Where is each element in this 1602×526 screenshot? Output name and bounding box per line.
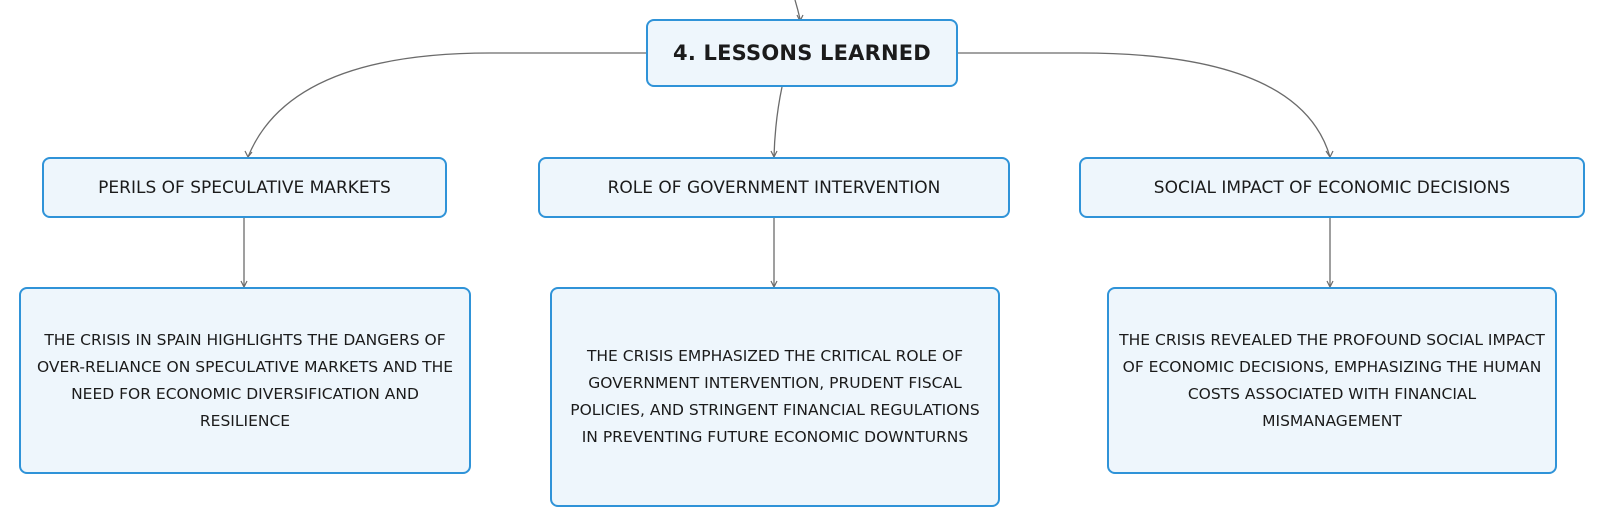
connector-root-to-topic-3 <box>958 53 1330 157</box>
topic-node-label: ROLE OF GOVERNMENT INTERVENTION <box>607 177 941 198</box>
detail-node-text: THE CRISIS REVEALED THE PROFOUND SOCIAL IMPACT OF ECONOMIC DECISIONS, EMPHASIZING THE HUMAN COSTS ASSOCIATED WITH FINANCIAL MISMANAGEMENT <box>1119 330 1545 430</box>
topic-node-label: PERILS OF SPECULATIVE MARKETS <box>98 177 391 198</box>
topic-node-perils-of-speculative-markets[interactable] <box>42 157 447 218</box>
detail-node-government-intervention[interactable] <box>550 287 1000 507</box>
detail-node-text: THE CRISIS IN SPAIN HIGHLIGHTS THE DANGERS OF OVER-RELIANCE ON SPECULATIVE MARKETS AND THE NEED FOR ECONOMIC DIVERSIFICATION AND RESILIENCE <box>36 330 454 430</box>
connector-root-to-topic-1 <box>248 53 646 157</box>
connector-parent-to-root <box>795 0 800 19</box>
topic-node-social-impact-of-economic-decisions[interactable] <box>1079 157 1585 218</box>
root-node-label: 4. LESSONS LEARNED <box>673 41 931 65</box>
topic-node-role-of-government-intervention[interactable] <box>538 157 1010 218</box>
detail-node-text: THE CRISIS EMPHASIZED THE CRITICAL ROLE OF GOVERNMENT INTERVENTION, PRUDENT FISCAL POLICIES, AND STRINGENT FINANCIAL REGULATIONS IN PREVENTING FUTURE ECONOMIC DOWNTURNS <box>570 347 980 446</box>
connector-root-to-topic-2 <box>774 87 782 157</box>
root-node[interactable] <box>646 19 958 87</box>
detail-node-social-impact[interactable] <box>1107 287 1557 474</box>
detail-node-speculative-markets[interactable] <box>19 287 471 474</box>
topic-node-label: SOCIAL IMPACT OF ECONOMIC DECISIONS <box>1153 177 1511 198</box>
